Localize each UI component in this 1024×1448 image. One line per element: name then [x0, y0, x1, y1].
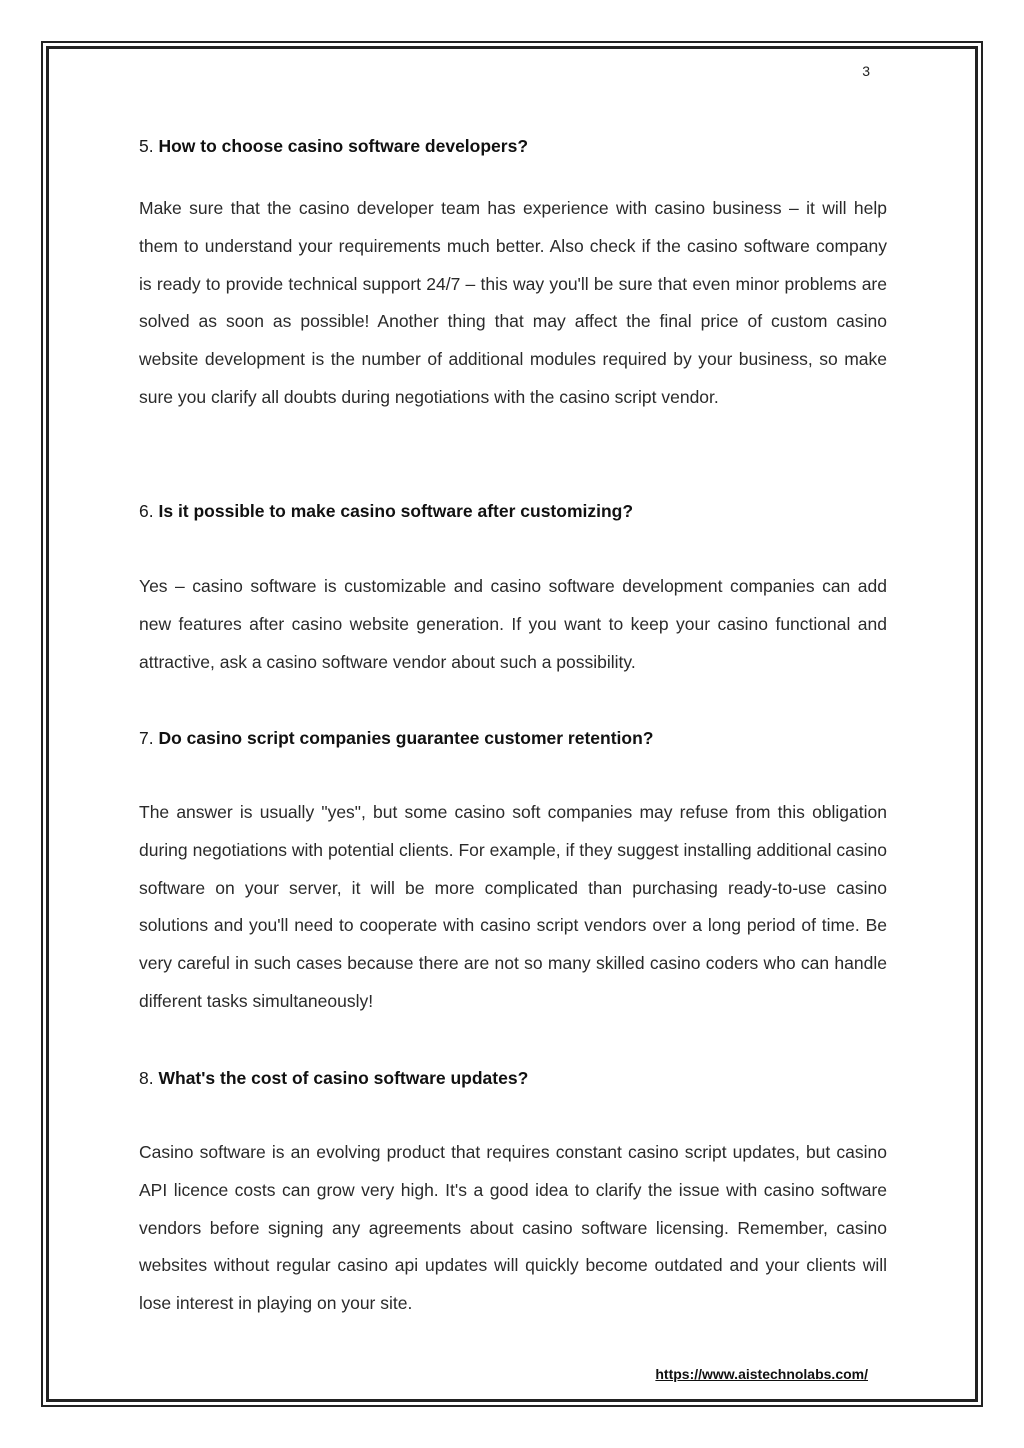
question-heading-5 — [139, 134, 887, 158]
question-heading-6 — [139, 499, 887, 523]
question-heading-8 — [139, 1066, 887, 1090]
question-text: What's the cost of casino software updates? — [158, 1068, 529, 1088]
footer-website-link[interactable]: https://www.aistechnolabs.com/ — [655, 1366, 868, 1382]
page-number: 3 — [862, 63, 870, 79]
question-text: Do casino script companies guarantee customer retention? — [158, 728, 654, 748]
question-number: 6. — [139, 501, 154, 521]
question-heading-7 — [139, 726, 887, 750]
question-number: 5. — [139, 136, 154, 156]
answer-paragraph-8: Casino software is an evolving product that requires constant casino script updates, but casino API licence costs can grow very high. It's a good idea to clarify the issue with casino software vendors before signing any agreements about casino software licensing. Remember, casino websites without regular casino api updates will quickly become outdated and your clients will lose interest in playing on your site. — [139, 1142, 887, 1314]
question-text: How to choose casino software developers? — [158, 136, 529, 156]
answer-paragraph-5: Make sure that the casino developer team has experience with casino business – it will help them to understand your requirements much better. Also check if the casino software company is ready to provide technical support 24/7 – this way you'll be sure that even minor problems are solved as soon as possible! Another thing that may affect the final price of custom casino website development is the number of additional modules required by your business, so make sure you clarify all doubts during negotiations with the casino script vendor. — [139, 198, 887, 407]
answer-paragraph-6: Yes – casino software is customizable and casino software development companies can add new features after casino website generation. If you want to keep your casino functional and attractive, ask a casino software vendor about such a possibility. — [139, 576, 887, 672]
question-number: 7. — [139, 728, 154, 748]
answer-paragraph-7: The answer is usually "yes", but some casino soft companies may refuse from this obligation during negotiations with potential clients. For example, if they suggest installing additional casino software on your server, it will be more complicated than purchasing ready-to-use casino solutions and you'll need to cooperate with casino script vendors over a long period of time. Be very careful in such cases because there are not so many skilled casino coders who can handle different tasks simultaneously! — [139, 802, 887, 1011]
question-number: 8. — [139, 1068, 154, 1088]
question-text: Is it possible to make casino software after customizing? — [158, 501, 634, 521]
